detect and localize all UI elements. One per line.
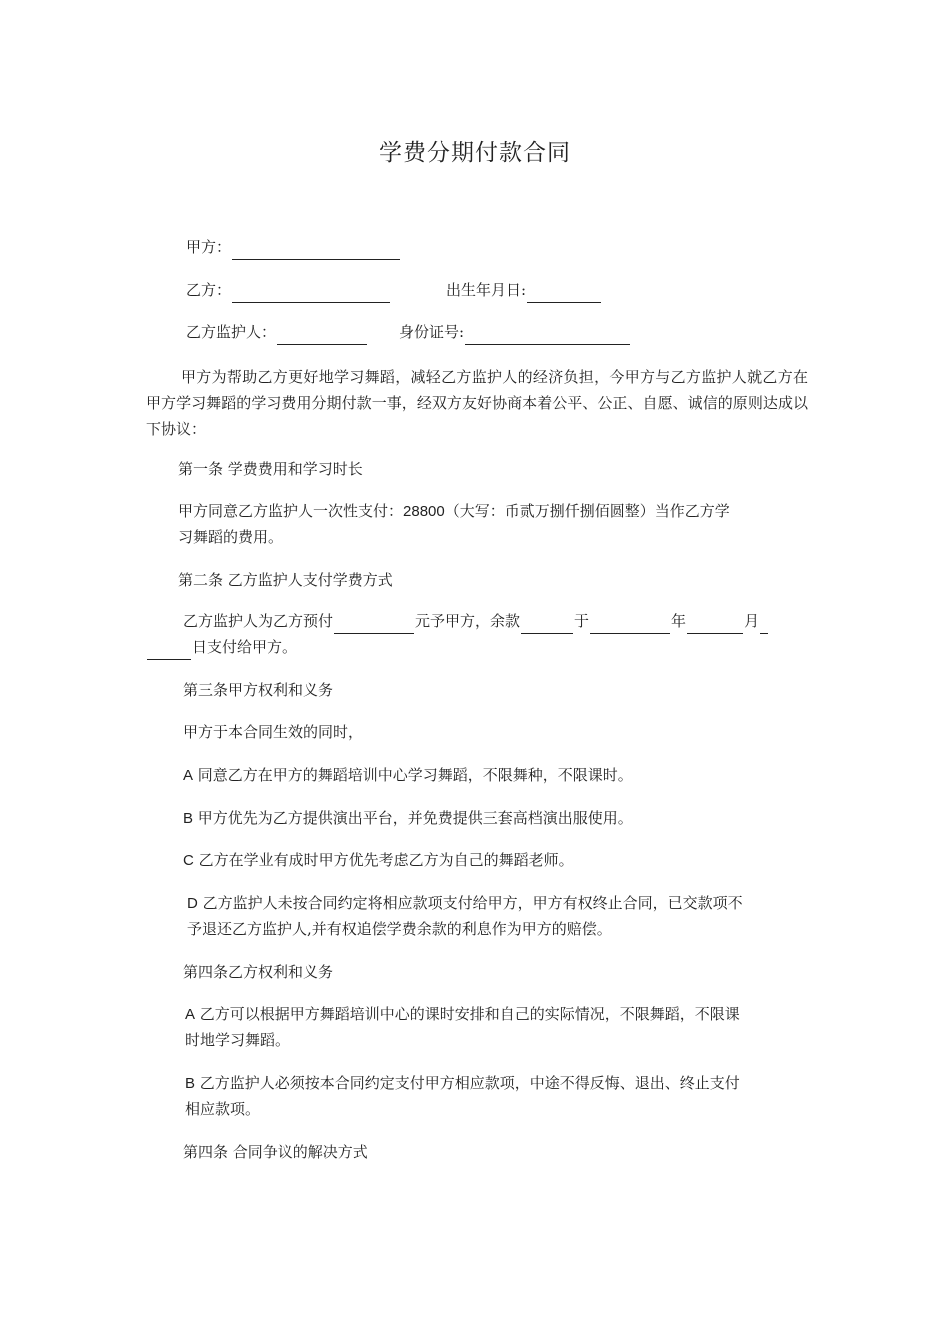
intro-paragraph: 甲方为帮助乙方更好地学习舞蹈，减轻乙方监护人的经济负担，今甲方与乙方监护人就乙方在甲方学习舞蹈的学习费用分期付款一事，经双方友好协商本着公平、公正、自愿、诚信的原则达成以下协议： xyxy=(146,368,808,438)
article-3-title: 第三条甲方权利和义务 xyxy=(183,681,334,699)
balance-blank[interactable] xyxy=(521,615,573,634)
article-4-title: 第四条乙方权利和义务 xyxy=(183,963,334,981)
id-blank[interactable] xyxy=(465,326,630,345)
article-2-line-2 xyxy=(146,634,297,660)
item-letter: B xyxy=(185,1075,196,1092)
article-3-intro: 甲方于本合同生效的同时， xyxy=(183,723,364,741)
article-4-item-b-line-1 xyxy=(185,1070,740,1097)
item-letter: B xyxy=(183,810,194,827)
article-1-amount: 28800 xyxy=(403,503,445,520)
item-text: 乙方在学业有成时甲方优先考虑乙方为自己的舞蹈老师。 xyxy=(198,851,574,869)
article-4-item-b-line-2: 相应款项。 xyxy=(185,1100,261,1118)
id-row xyxy=(399,319,631,345)
party-b-row xyxy=(186,277,391,303)
party-a-blank[interactable] xyxy=(232,241,400,260)
article-1-pre: 甲方同意乙方监护人一次性支付： xyxy=(178,502,404,520)
item-text: 同意乙方在甲方的舞蹈培训中心学习舞蹈，不限舞种，不限课时。 xyxy=(197,766,633,784)
article-1-line-2: 习舞蹈的费用。 xyxy=(178,528,284,546)
guardian-blank[interactable] xyxy=(277,326,367,345)
guardian-row xyxy=(186,319,368,345)
article-2-text-2: 元予甲方，余款 xyxy=(415,612,521,630)
article-3-item-b xyxy=(183,805,633,832)
item-letter: A xyxy=(185,1006,196,1023)
article-2-text-5: 月 xyxy=(744,612,760,630)
item-text: 甲方优先为乙方提供演出平台，并免费提供三套高档演出服使用。 xyxy=(197,809,633,827)
article-2-text-3: 于 xyxy=(574,612,590,630)
party-b-blank[interactable] xyxy=(232,284,390,303)
article-1-post: （大写：币贰万捌仟捌佰圆整）当作乙方学 xyxy=(444,502,730,520)
day-blank-start[interactable] xyxy=(760,615,768,634)
article-5-title: 第四条 合同争议的解决方式 xyxy=(183,1143,368,1161)
article-2-text-6: 日支付给甲方。 xyxy=(192,638,298,656)
item-text: 乙方监护人未按合同约定将相应款项支付给甲方，甲方有权终止合同，已交款项不 xyxy=(202,894,743,912)
article-3-item-a xyxy=(183,762,633,789)
birth-blank[interactable] xyxy=(527,284,601,303)
article-1-line-1 xyxy=(178,498,730,525)
article-4-item-a-line-1 xyxy=(185,1001,740,1028)
article-3-item-d-line-1 xyxy=(187,890,743,917)
article-3-item-d-line-2: 予退还乙方监护人,并有权追偿学费余款的利息作为甲方的赔偿。 xyxy=(187,920,612,938)
birth-row xyxy=(446,277,602,303)
article-2-text-4: 年 xyxy=(671,612,687,630)
article-1-title: 第一条 学费费用和学习时长 xyxy=(178,460,363,478)
party-a-row xyxy=(186,234,401,260)
item-text: 乙方可以根据甲方舞蹈培训中心的课时安排和自己的实际情况，不限舞蹈，不限课 xyxy=(199,1005,740,1023)
birth-label: 出生年月日: xyxy=(446,281,527,299)
article-2-title: 第二条 乙方监护人支付学费方式 xyxy=(178,571,393,589)
article-4-item-a-line-2: 时地学习舞蹈。 xyxy=(185,1031,291,1049)
party-b-label: 乙方： xyxy=(186,281,232,299)
prepay-blank[interactable] xyxy=(334,615,414,634)
guardian-label: 乙方监护人： xyxy=(186,323,277,341)
item-text: 乙方监护人必须按本合同约定支付甲方相应款项，中途不得反悔、退出、终止支付 xyxy=(199,1074,740,1092)
item-letter: D xyxy=(187,895,198,912)
month-blank[interactable] xyxy=(687,615,743,634)
party-a-label: 甲方： xyxy=(186,238,232,256)
contract-title: 学费分期付款合同 xyxy=(379,140,571,166)
year-blank[interactable] xyxy=(590,615,670,634)
article-3-item-c xyxy=(183,847,574,874)
item-letter: C xyxy=(183,852,194,869)
article-2-line-1 xyxy=(183,608,769,634)
article-2-text-1: 乙方监护人为乙方预付 xyxy=(183,612,334,630)
id-label: 身份证号: xyxy=(399,323,465,341)
item-letter: A xyxy=(183,767,194,784)
day-blank[interactable] xyxy=(147,641,191,660)
